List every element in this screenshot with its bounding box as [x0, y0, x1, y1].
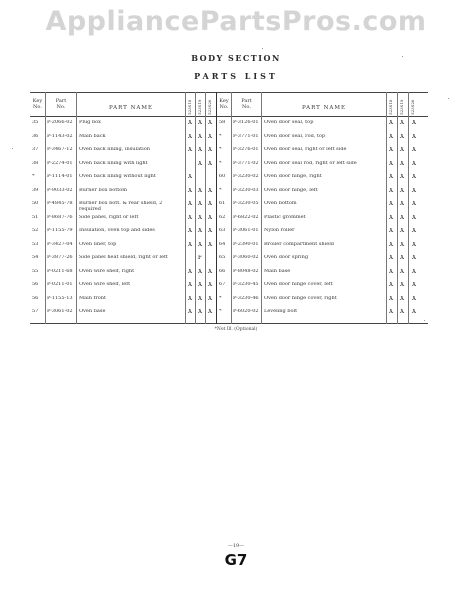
- table-row: [30, 254, 428, 266]
- model-mark: X: [399, 241, 405, 247]
- model-mark: X: [207, 241, 213, 247]
- key-number: 39: [32, 187, 39, 193]
- part-name: Plastic grommet: [264, 214, 306, 220]
- model-mark: X: [411, 309, 417, 315]
- model-mark: X: [411, 147, 417, 153]
- part-name: Leveling bolt: [264, 309, 298, 314]
- key-number: 60: [219, 174, 226, 179]
- part-number: P-3126-01: [233, 120, 259, 125]
- part-name: Oven door seal rod, right or left side: [264, 160, 357, 166]
- model-mark: X: [197, 228, 203, 234]
- key-number: *: [219, 309, 222, 314]
- key-number: 64: [219, 241, 226, 247]
- key-number: *: [219, 147, 222, 152]
- part-number: P-2390-01: [233, 241, 259, 247]
- key-number: 62: [219, 214, 226, 220]
- part-name: Main back: [79, 133, 106, 139]
- model-mark: X: [388, 187, 394, 193]
- part-name: Oven door hinge, right: [264, 174, 322, 179]
- model-mark: X: [187, 133, 193, 139]
- key-number: 56: [32, 282, 39, 287]
- scan-speck: [448, 98, 449, 99]
- key-number: 56: [32, 295, 39, 301]
- model-mark: X: [411, 160, 417, 166]
- model-mark: X: [197, 268, 203, 274]
- table-row: [30, 133, 428, 145]
- part-name: Oven door seal, right or left side: [264, 147, 347, 152]
- table-header-rule: [30, 116, 428, 117]
- model-mark: X: [388, 268, 394, 274]
- footnote: *Not Ill. (Optional): [214, 327, 258, 332]
- model-mark: X: [197, 295, 203, 301]
- model-col-1-right: 523S18: [388, 99, 393, 115]
- model-mark: X: [197, 214, 203, 220]
- key-number: 63: [219, 228, 226, 233]
- model-mark: X: [207, 160, 213, 166]
- key-number: 61: [219, 201, 226, 206]
- part-number: P-3427-04: [47, 241, 73, 247]
- model-mark: X: [187, 120, 193, 126]
- part-number: P-2066-02: [47, 120, 73, 125]
- key-number: 55: [32, 268, 39, 274]
- model-mark: X: [399, 133, 405, 139]
- model-mark: X: [207, 201, 213, 207]
- model-mark: X: [197, 282, 203, 288]
- model-mark: X: [207, 147, 213, 153]
- part-name: Oven wire shelf, left: [79, 282, 131, 287]
- model-mark: X: [197, 241, 203, 247]
- model-mark: X: [388, 133, 394, 139]
- part-name: Oven door seal, top: [264, 120, 314, 125]
- model-mark: X: [399, 160, 405, 166]
- part-name: Oven back lining, insulation: [79, 147, 150, 152]
- key-number: 51: [32, 214, 39, 220]
- part-name: Plug box: [79, 120, 102, 125]
- part-name: Oven bottom: [264, 201, 297, 206]
- model-mark: X: [187, 147, 193, 153]
- part-number: P-1114-01: [47, 174, 73, 179]
- model-mark: X: [388, 174, 394, 180]
- model-mark: X: [411, 201, 417, 207]
- model-mark: X: [411, 268, 417, 274]
- part-name: Side panel, right or left: [79, 214, 139, 220]
- scan-speck: [402, 56, 403, 57]
- part-name: Oven door seal, rod, top: [264, 133, 326, 139]
- table-row: [30, 227, 428, 239]
- part-number: P-9033-02: [47, 187, 73, 193]
- part-name: Broiler compartment shield: [264, 241, 335, 247]
- part-number: P-2274-01: [47, 160, 73, 166]
- part-number: P-3230-05: [233, 201, 259, 206]
- part-name: Oven door hinge, left: [264, 187, 318, 193]
- list-title: PARTS LIST: [194, 71, 278, 81]
- key-number: 50: [32, 201, 39, 206]
- model-mark: X: [187, 174, 193, 180]
- model-mark: X: [187, 309, 193, 315]
- key-number: 37: [32, 147, 39, 152]
- part-name: Main base: [264, 268, 291, 274]
- model-mark: X: [197, 133, 203, 139]
- model-mark: X: [388, 309, 394, 315]
- part-number: P-8687-76: [47, 214, 73, 220]
- part-number: P-3230-46: [233, 295, 259, 301]
- model-mark: X: [399, 268, 405, 274]
- key-number: 65: [219, 255, 226, 260]
- table-row: [30, 160, 428, 172]
- table-row: [30, 295, 428, 307]
- part-number: P-0211-01: [47, 282, 73, 287]
- header-part-right: Part No.: [241, 98, 252, 110]
- model-mark: X: [399, 214, 405, 220]
- model-mark: X: [399, 295, 405, 301]
- model-mark: X: [388, 295, 394, 301]
- part-name: Oven liner, top: [79, 241, 117, 247]
- part-number: P-1143-02: [47, 133, 73, 139]
- watermark: AppliancePartsPros.com: [45, 6, 427, 37]
- key-number: 67: [219, 282, 226, 287]
- parts-table: [30, 92, 428, 324]
- model-mark: X: [388, 214, 394, 220]
- part-name: Oven back lining with light: [79, 160, 148, 166]
- page-code: G7: [224, 551, 248, 569]
- model-mark: X: [197, 147, 203, 153]
- key-number: 66: [219, 268, 226, 274]
- table-row: [30, 173, 428, 185]
- model-mark: X: [388, 228, 394, 234]
- part-number: P-3061-01: [233, 228, 259, 233]
- model-mark: X: [399, 147, 405, 153]
- part-name: Oven back lining without light: [79, 174, 156, 179]
- model-mark: X: [187, 214, 193, 220]
- model-mark: X: [197, 201, 203, 207]
- part-number: P-3877-26: [47, 255, 73, 260]
- part-name: Burner box bottom: [79, 187, 128, 193]
- part-number: P-6020-02: [233, 309, 259, 314]
- model-mark: X: [399, 228, 405, 234]
- table-row: [30, 281, 428, 293]
- part-name: Nylon roller: [264, 228, 295, 233]
- model-mark: X: [411, 228, 417, 234]
- model-mark: X: [207, 268, 213, 274]
- table-row: [30, 241, 428, 253]
- model-mark: X: [399, 255, 405, 261]
- model-mark: X: [399, 201, 405, 207]
- model-mark: X: [187, 282, 193, 288]
- model-mark: X: [388, 201, 394, 207]
- part-name: Insulation, oven top and sides: [79, 228, 155, 233]
- part-name: Oven base: [79, 309, 106, 314]
- part-name: Oven door spring: [264, 255, 309, 260]
- model-mark: X: [411, 187, 417, 193]
- model-mark: X: [411, 295, 417, 301]
- part-number: P-3230-45: [233, 282, 259, 287]
- model-mark: X: [207, 133, 213, 139]
- model-mark: X: [187, 201, 193, 207]
- model-mark: X: [187, 295, 193, 301]
- table-row: [30, 119, 428, 131]
- part-number: P-1155-79: [47, 228, 73, 233]
- key-number: *: [219, 160, 222, 166]
- table-row: [30, 308, 428, 320]
- model-col-2-right: 523S19: [399, 99, 404, 115]
- model-mark: X: [197, 187, 203, 193]
- key-number: 57: [32, 309, 39, 314]
- model-mark: X: [207, 228, 213, 234]
- header-part-left: Part No.: [55, 98, 67, 110]
- key-number: 52: [32, 228, 39, 233]
- table-row: [30, 200, 428, 212]
- model-col-1-left: 523S18: [187, 99, 192, 115]
- part-number: P-3230-02: [233, 174, 259, 179]
- key-number: 36: [32, 133, 39, 139]
- model-mark: X: [388, 241, 394, 247]
- model-mark: X: [187, 187, 193, 193]
- model-mark: X: [411, 282, 417, 288]
- part-name: Oven wire shelf, right: [79, 268, 135, 274]
- model-mark: X: [187, 268, 193, 274]
- key-number: *: [32, 174, 35, 179]
- model-mark: X: [197, 309, 203, 315]
- model-mark: X: [207, 120, 213, 126]
- part-number: P-4845-78: [47, 201, 73, 206]
- table-bottom-rule: [30, 323, 428, 324]
- part-number: P-3771-01: [233, 133, 259, 139]
- part-number: P-3467-12: [47, 147, 73, 152]
- key-number: 58: [219, 120, 226, 125]
- part-number: P-3061-02: [47, 309, 73, 314]
- model-mark: F: [197, 255, 203, 261]
- model-mark: X: [411, 120, 417, 126]
- part-number: P-3060-02: [233, 255, 259, 260]
- model-mark: X: [399, 282, 405, 288]
- model-mark: X: [411, 133, 417, 139]
- part-name: Side panel heat shield, right or left: [79, 255, 168, 260]
- model-mark: X: [197, 160, 203, 166]
- table-row: [30, 187, 428, 199]
- part-number: P-6822-02: [233, 214, 259, 220]
- part-name: Burner box bott. & rear shield, 2 required: [79, 201, 163, 212]
- header-key-left: Key No.: [32, 98, 43, 110]
- model-mark: X: [197, 120, 203, 126]
- part-number: P-3771-02: [233, 160, 259, 166]
- model-mark: X: [411, 214, 417, 220]
- model-col-3-left: 523S26: [207, 99, 212, 115]
- key-number: *: [219, 187, 222, 193]
- part-number: P-3276-01: [233, 147, 259, 152]
- model-mark: X: [411, 174, 417, 180]
- key-number: 54: [32, 255, 39, 260]
- part-number: P-3230-03: [233, 187, 259, 193]
- model-mark: X: [388, 282, 394, 288]
- header-name-right: PART NAME: [301, 105, 347, 111]
- scan-speck: [12, 148, 13, 149]
- model-mark: X: [411, 241, 417, 247]
- model-mark: X: [207, 295, 213, 301]
- key-number: 35: [32, 120, 39, 125]
- model-mark: X: [207, 214, 213, 220]
- header-key-right: Key No.: [219, 98, 229, 110]
- scan-speck: [424, 320, 425, 321]
- model-mark: X: [187, 241, 193, 247]
- table-row: [30, 214, 428, 226]
- model-col-3-right: 523S26: [410, 99, 415, 115]
- key-number: 53: [32, 241, 39, 247]
- model-mark: X: [207, 282, 213, 288]
- table-row: [30, 268, 428, 280]
- model-mark: X: [388, 147, 394, 153]
- model-mark: X: [388, 255, 394, 261]
- model-mark: X: [187, 228, 193, 234]
- model-mark: X: [388, 120, 394, 126]
- model-mark: X: [207, 187, 213, 193]
- page-number: —19—: [227, 543, 245, 549]
- model-mark: X: [388, 160, 394, 166]
- table-top-rule: [30, 92, 428, 93]
- part-name: Main front: [79, 295, 106, 301]
- key-number: *: [219, 295, 222, 301]
- model-mark: X: [399, 174, 405, 180]
- part-name: Oven door hinge cover, right: [264, 295, 337, 301]
- model-mark: X: [399, 187, 405, 193]
- part-number: P-8048-02: [233, 268, 259, 274]
- model-mark: X: [207, 309, 213, 315]
- model-mark: X: [399, 120, 405, 126]
- table-row: [30, 146, 428, 158]
- part-name: Oven door hinge cover, left: [264, 282, 333, 287]
- key-number: *: [219, 133, 222, 139]
- part-number: P-1155-13: [47, 295, 73, 301]
- key-number: 38: [32, 160, 39, 166]
- header-name-left: PART NAME: [108, 105, 154, 111]
- model-mark: X: [411, 255, 417, 261]
- section-title: BODY SECTION: [191, 53, 281, 63]
- model-mark: X: [399, 309, 405, 315]
- part-number: P-0211-68: [47, 268, 73, 274]
- model-col-2-left: 523S19: [197, 99, 202, 115]
- scan-speck: [262, 48, 263, 49]
